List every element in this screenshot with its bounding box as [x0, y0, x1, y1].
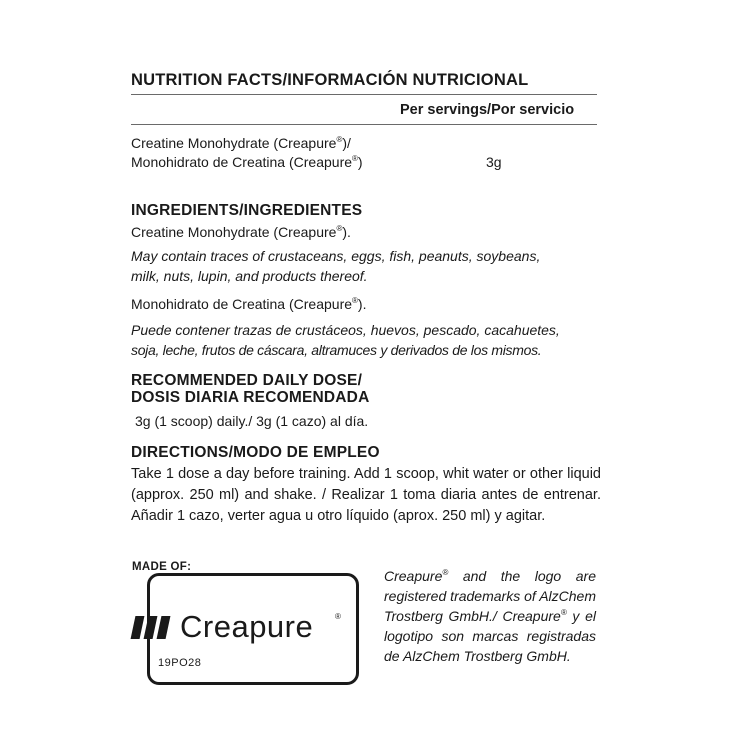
nutrition-amount: 3g [486, 154, 502, 170]
creapure-logo-registered-mark: ® [335, 612, 341, 621]
made-of-label: MADE OF: [132, 561, 192, 573]
nutrition-title: NUTRITION FACTS/INFORMACIÓN NUTRICIONAL [131, 71, 529, 89]
ingredients-es-traces-1: Puede contener trazas de crustáceos, huevos, pescado, cacahuetes, [131, 322, 560, 338]
directions-title: DIRECTIONS/MODO DE EMPLEO [131, 444, 380, 461]
ingredients-en-name: Creatine Monohydrate (Creapure®). [131, 224, 351, 240]
nutrition-title-rule [131, 94, 597, 95]
ingredients-es-traces-2: soja, leche, frutos de cáscara, altramuces y derivados de los mismos. [131, 342, 542, 358]
nutrition-item-es: Monohidrato de Creatina (Creapure®) [131, 154, 363, 170]
trademark-note: Creapure® and the logo are registered trademarks of AlzChem Trostberg GmbH./ Creapure® y el logotipo son marcas registradas de AlzChem Trostberg GmbH. [384, 568, 596, 664]
per-serving-header: Per servings/Por servicio [400, 102, 575, 118]
ingredients-title: INGREDIENTS/INGREDIENTES [131, 202, 363, 219]
per-serving-rule [131, 124, 597, 125]
dose-text: 3g (1 scoop) daily./ 3g (1 cazo) al día. [135, 413, 369, 429]
dose-title-en: RECOMMENDED DAILY DOSE/ [131, 372, 363, 389]
creapure-logo-wordmark: Creapure [180, 609, 314, 644]
ingredients-en-traces-2: milk, nuts, lupin, and products thereof. [131, 268, 368, 284]
ingredients-es-name: Monohidrato de Creatina (Creapure®). [131, 296, 367, 312]
ingredients-en-traces-1: May contain traces of crustaceans, eggs, fish, peanuts, soybeans, [131, 248, 541, 264]
creapure-logo-bars-icon [133, 616, 168, 639]
creapure-logo-code: 19PO28 [158, 657, 202, 669]
nutrition-item-en: Creatine Monohydrate (Creapure®)/ [131, 135, 351, 151]
dose-title-es: DOSIS DIARIA RECOMENDADA [131, 389, 370, 406]
directions-text: Take 1 dose a day before training. Add 1 scoop, whit water or other liquid (approx. 250 ml) and shake. / Realizar 1 toma diaria antes de entrenar. Añadir 1 cazo, verter agua u otro líquido (aprox. 250 ml) y agitar. [131, 466, 601, 524]
